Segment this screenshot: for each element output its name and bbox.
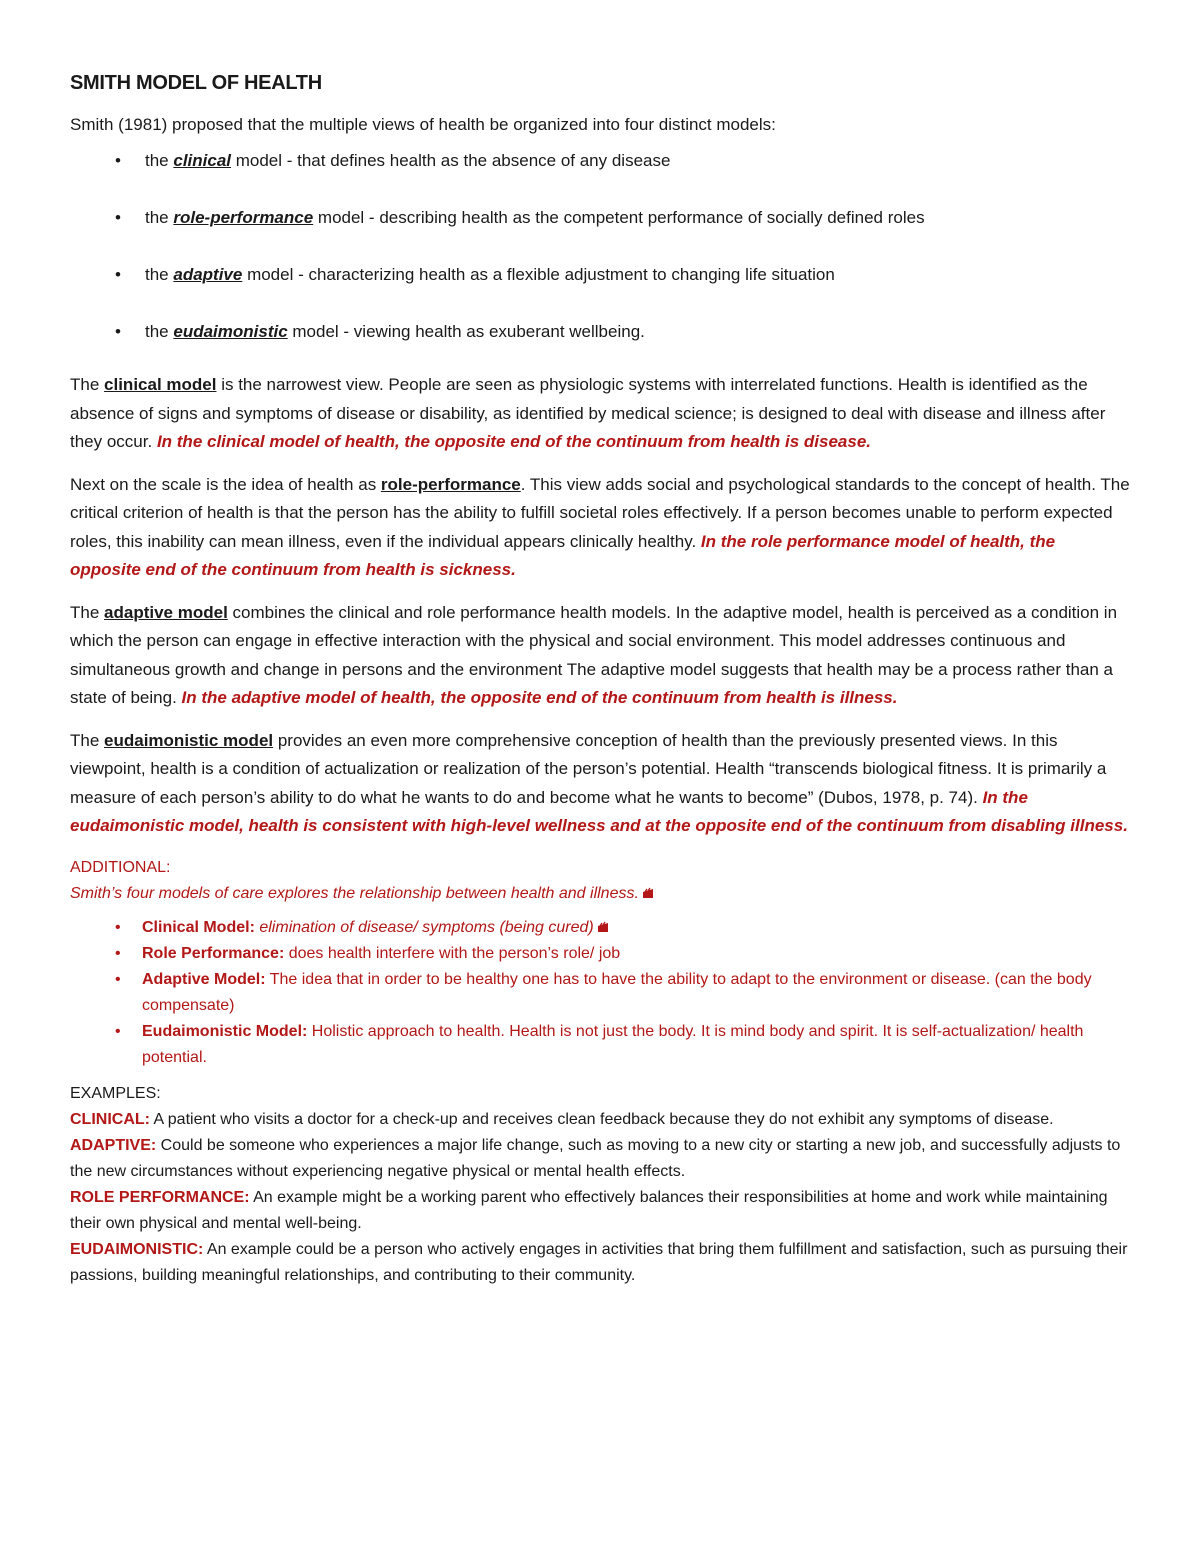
list-item: • Clinical Model: elimination of disease/ symptoms (being cured) xyxy=(70,915,1130,941)
list-item: • Role Performance: does health interfere with the person’s role/ job xyxy=(70,941,1130,967)
additional-summary: Smith’s four models of care explores the relationship between health and illness. xyxy=(70,881,1130,907)
examples-heading: EXAMPLES: xyxy=(70,1084,161,1102)
eudaimonistic-paragraph: The eudaimonistic model provides an even more comprehensive conception of health than the previously presented views. In this viewpoint, health is a condition of actualization or realization of the person’s potential. Health “transcends biological fitness. It is primarily a measure of each person’s ability to do what he wants to do and become what he wants to become” (Dubos, 1978, p. 74). In the eudaimonistic model, health is consistent with high-level wellness and at the opposite end of the continuum from disabling illness. xyxy=(70,730,1128,835)
bullet: • xyxy=(115,1022,121,1040)
model-term: adaptive xyxy=(173,265,243,284)
clinical-emphasis: In the clinical model of health, the opposite end of the continuum from health is disease. xyxy=(156,432,872,451)
example-adaptive: ADAPTIVE: Could be someone who experiences a major life change, such as moving to a new city or starting a new job, and successfully adjusts to the new circumstances without experiencing negative physical or mental health effects. xyxy=(70,1136,1121,1180)
note-icon xyxy=(597,921,609,933)
intro-text: Smith (1981) proposed that the multiple views of health be organized into four distinct models: xyxy=(70,115,776,134)
list-item: • Eudaimonistic Model: Holistic approach to health. Health is not just the body. It is mind body and spirit. It is self-actualization/ health potential. xyxy=(70,1019,1130,1071)
example-role-performance: ROLE PERFORMANCE: An example might be a working parent who effectively balances their responsibilities at home and work while maintaining their own physical and mental well-being. xyxy=(70,1188,1108,1232)
clinical-term: clinical model xyxy=(104,375,217,394)
list-item: • the eudaimonistic model - viewing health as exuberant wellbeing. xyxy=(115,322,645,341)
bullet: • xyxy=(115,208,121,227)
clinical-paragraph: The clinical model is the narrowest view. People are seen as physiologic systems with interrelated functions. Health is identified as the absence of signs and symptoms of disease or disability, as identified by medical science; is designed to deal with disease and illness after they occur. In the clinical model of health, the opposite end of the continuum from health is disease. xyxy=(70,375,1106,451)
bullet: • xyxy=(115,918,121,936)
bullet: • xyxy=(115,970,121,988)
adaptive-paragraph: The adaptive model combines the clinical and role performance health models. In the adaptive model, health is perceived as a condition in which the person can engage in effective interaction with the physical and social environment. This model addresses continuous and simultaneous growth and change in persons and the environment The adaptive model suggests that health may be a process rather than a state of being. In the adaptive model of health, the opposite end of the continuum from health is illness. xyxy=(70,602,1118,707)
adaptive-term: adaptive model xyxy=(104,602,228,622)
model-term: eudaimonistic xyxy=(173,322,288,341)
example-clinical: CLINICAL: A patient who visits a doctor for a check-up and receives clean feedback because they do not exhibit any symptoms of disease. xyxy=(70,1110,1054,1128)
bullet: • xyxy=(115,944,121,962)
model-term: role-performance xyxy=(173,208,314,227)
bullet: • xyxy=(115,151,121,170)
page-title: SMITH MODEL OF HEALTH xyxy=(70,72,322,94)
bullet: • xyxy=(115,265,121,284)
list-item: • the adaptive model - characterizing health as a flexible adjustment to changing life situation xyxy=(115,265,835,284)
additional-heading: ADDITIONAL: xyxy=(70,858,171,876)
models-list xyxy=(70,150,1130,343)
bullet: • xyxy=(115,322,121,341)
role-paragraph: Next on the scale is the idea of health as role-performance. This view adds social and psychological standards to the concept of health. The critical criterion of health is that the person has the ability to fulfill societal roles effectively. If a person becomes unable to perform expected roles, this inability can mean illness, even if the individual appears clinically healthy. In the role performance model of health, the opposite end of the continuum from health is sickness. xyxy=(70,474,1130,579)
eudaimonistic-emphasis: In the eudaimonistic model, health is consistent with high-level wellness and at the opposite end of the continuum from disabling illness. xyxy=(70,787,1128,835)
model-term: clinical xyxy=(173,151,231,170)
list-item: • the clinical model - that defines health as the absence of any disease xyxy=(115,151,671,170)
adaptive-emphasis: In the adaptive model of health, the opposite end of the continuum from health is illness. xyxy=(181,688,898,707)
role-term: role-performance xyxy=(380,474,521,494)
document-page xyxy=(70,72,1130,1289)
example-eudaimonistic: EUDAIMONISTIC: An example could be a person who actively engages in activities that bring them fulfillment and satisfaction, such as pursuing their passions, building meaningful relationships, and contributing to their community. xyxy=(70,1240,1128,1284)
role-emphasis: In the role performance model of health, the opposite end of the continuum from health is sickness. xyxy=(70,531,1056,579)
additional-list xyxy=(70,915,1130,1071)
eudaimonistic-term: eudaimonistic model xyxy=(104,730,274,750)
list-item: • Adaptive Model: The idea that in order to be healthy one has to have the ability to adapt to the environment or disease. (can the body compensate) xyxy=(70,967,1130,1019)
list-item: • the role-performance model - describing health as the competent performance of socially defined roles xyxy=(115,208,925,227)
note-icon xyxy=(642,887,654,899)
